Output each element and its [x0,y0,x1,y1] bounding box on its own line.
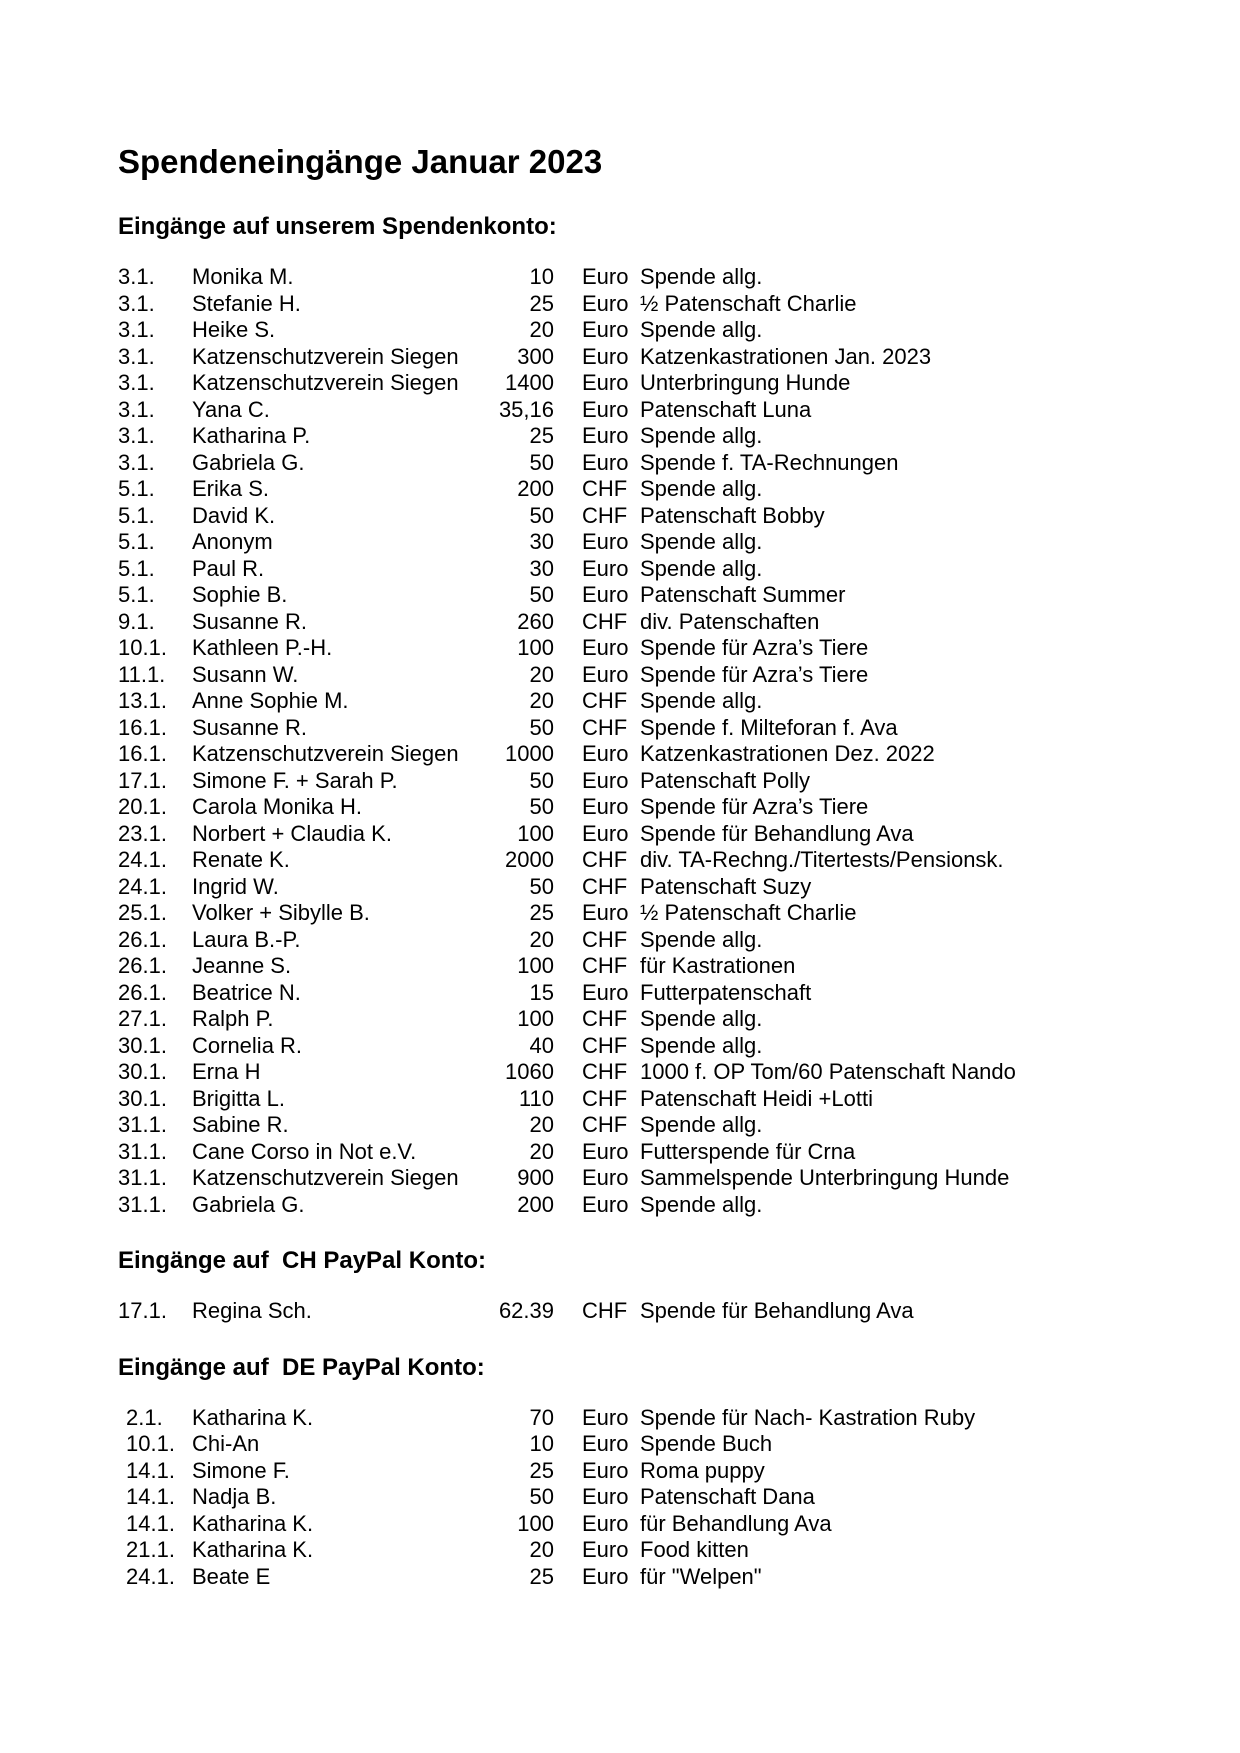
donation-date: 23.1. [118,820,167,846]
donation-row [118,344,1118,371]
donation-purpose: Patenschaft Dana [640,1484,815,1509]
donation-currency: Euro [582,1563,629,1589]
donor-name: Kathleen P.-H. [192,635,333,660]
donation-amount: 50 [529,449,554,475]
donation-purpose: Spende für Nach- Kastration Ruby [640,1404,976,1430]
donation-purpose: Spende allg. [640,555,763,581]
donation-date: 3.1. [118,370,155,395]
donation-amount: 50 [529,1484,554,1509]
donation-purpose: Roma puppy [640,1457,765,1483]
donation-row [118,741,1118,768]
donation-purpose: Patenschaft Bobby [640,502,825,528]
donation-purpose: für "Welpen" [640,1563,762,1589]
donation-row [118,688,1118,715]
section-de-paypal [118,1351,1118,1591]
donation-amount: 40 [529,1032,554,1058]
donation-row [118,397,1118,424]
donation-amount: 50 [529,714,554,740]
donation-currency: CHF [582,926,628,952]
section-ch-paypal [118,1244,1118,1325]
donation-row [118,1405,1118,1432]
donation-date: 13.1. [118,688,167,713]
donation-row [118,556,1118,583]
donation-currency: CHF [582,953,628,978]
donation-amount: 300 [517,343,554,369]
donation-purpose: Spende allg. [640,476,763,501]
donation-row [118,370,1118,397]
donation-date: 11.1. [118,661,166,687]
donation-amount: 50 [529,794,554,819]
donation-currency: Euro [582,1165,629,1190]
donation-row [118,662,1118,689]
donation-amount: 50 [529,873,554,899]
donation-date: 26.1. [118,953,167,978]
donor-name: Nadja B. [192,1484,277,1509]
section-heading: Eingänge auf CH PayPal Konto: [118,1247,487,1274]
donor-name: Cane Corso in Not e.V. [192,1138,417,1164]
donation-row [118,1537,1118,1564]
donation-row [118,476,1118,503]
donation-purpose: Patenschaft Summer [640,582,846,607]
donation-amount: 50 [529,582,554,607]
donation-currency: Euro [582,343,629,369]
donation-date: 17.1. [118,767,167,793]
donation-row [118,1139,1118,1166]
donation-row [118,1298,1118,1325]
donation-date: 31.1. [118,1191,167,1217]
donation-date: 30.1. [118,1059,167,1084]
donation-currency: Euro [582,1138,629,1164]
donation-amount: 25 [529,900,554,925]
donation-currency: CHF [582,714,628,740]
donation-date: 3.1. [118,423,155,448]
donation-purpose: Futterpatenschaft [640,979,812,1005]
donation-purpose: Food kitten [640,1537,749,1562]
donor-name: Susanne R. [192,608,307,634]
donation-currency: Euro [582,820,629,846]
donation-currency: Euro [582,555,629,581]
donation-row [118,874,1118,901]
donor-name: Gabriela G. [192,1191,305,1217]
donation-purpose: Katzenkastrationen Dez. 2022 [640,741,935,766]
donation-date: 5.1. [118,502,155,528]
donor-name: Jeanne S. [192,953,292,978]
donation-amount: 20 [529,317,554,342]
donation-purpose: Spende allg. [640,529,763,554]
donation-list [118,264,1118,1218]
donor-name: Carola Monika H. [192,794,362,819]
donation-date: 30.1. [118,1085,167,1111]
donation-date: 31.1. [118,1112,167,1137]
donor-name: Anne Sophie M. [192,688,349,713]
donation-row [118,450,1118,477]
page-title: Spendeneingänge Januar 2023 [118,143,603,180]
donation-amount: 110 [518,1085,554,1111]
section-spendenkonto [118,210,1118,1218]
donation-currency: Euro [582,661,629,687]
donation-date: 27.1. [118,1006,167,1031]
donor-name: Volker + Sibylle B. [192,900,370,925]
donation-currency: CHF [582,1032,628,1058]
donation-purpose: Spende f. TA-Rechnungen [640,449,899,475]
donor-name: Brigitta L. [192,1085,285,1111]
donation-purpose: div. TA-Rechng./Titertests/Pensionsk. [640,847,1004,872]
donation-row [118,264,1118,291]
donation-amount: 200 [517,476,554,501]
donor-name: Anonym [192,529,273,554]
donation-purpose: Sammelspende Unterbringung Hunde [640,1165,1010,1190]
donation-purpose: Patenschaft Luna [640,396,812,422]
donation-currency: CHF [582,688,628,713]
donation-amount: 20 [529,1537,554,1562]
donation-row [118,980,1118,1007]
donation-amount: 1060 [505,1059,554,1084]
donation-purpose: Spende für Azra’s Tiere [640,661,869,687]
donation-amount: 10 [529,264,554,289]
donation-purpose: Spende für Behandlung Ava [640,1298,914,1323]
donation-amount: 25 [529,290,554,316]
donation-amount: 62.39 [498,1298,554,1323]
donation-purpose: Spende allg. [640,264,763,289]
donation-currency: CHF [582,847,628,872]
donation-currency: Euro [582,449,629,475]
section-heading: Eingänge auf DE PayPal Konto: [118,1353,485,1381]
donation-date: 31.1. [118,1138,167,1164]
donation-row [118,1033,1118,1060]
donation-date: 24.1. [118,873,167,899]
donor-name: Renate K. [192,847,290,872]
donation-purpose: Spende allg. [640,317,763,342]
donation-date: 3.1. [118,317,155,342]
donation-row [118,927,1118,954]
donation-date: 3.1. [118,449,155,475]
donation-currency: Euro [582,1431,629,1456]
donation-currency: Euro [582,1191,629,1217]
donation-purpose: Katzenkastrationen Jan. 2023 [640,343,932,369]
donation-amount: 20 [529,1138,554,1164]
donation-purpose: Spende f. Milteforan f. Ava [640,714,898,740]
donation-row [118,609,1118,636]
donation-row [118,1484,1118,1511]
donation-purpose: Spende allg. [640,1191,763,1217]
donation-row [118,1006,1118,1033]
donation-currency: Euro [582,396,629,422]
donation-amount: 30 [529,555,554,581]
donation-amount: 25 [529,1457,554,1483]
donation-purpose: Futterspende für Crna [640,1138,856,1164]
donation-currency: Euro [582,1457,629,1483]
donation-currency: CHF [582,608,628,634]
donor-name: Katzenschutzverein Siegen [192,343,459,369]
donation-amount: 70 [529,1404,554,1430]
donor-name: Beatrice N. [192,979,301,1005]
donor-name: Stefanie H. [192,290,301,316]
donor-name: Yana C. [192,396,270,422]
donation-row [118,317,1118,344]
donor-name: Katharina K. [192,1510,314,1536]
donor-name: Simone F. [192,1457,290,1483]
donation-amount: 260 [517,608,554,634]
donation-date: 21.1. [126,1537,175,1562]
donor-name: Beate E [192,1563,271,1589]
donation-amount: 50 [529,502,554,528]
donation-date: 14.1. [126,1457,175,1483]
donation-purpose: div. Patenschaften [640,608,820,634]
donation-purpose: Unterbringung Hunde [640,370,851,395]
donation-date: 3.1. [118,396,155,422]
donation-row [118,1192,1118,1219]
donation-currency: Euro [582,1484,629,1509]
donation-amount: 15 [529,979,554,1005]
donation-amount: 10 [529,1431,554,1456]
donor-name: Katharina K. [192,1537,314,1562]
donation-amount: 100 [517,820,554,846]
donation-date: 16.1. [118,714,167,740]
donation-date: 26.1. [118,926,167,952]
donation-amount: 20 [529,1112,554,1137]
donation-amount: 1000 [505,741,554,766]
donation-amount: 900 [517,1165,554,1190]
donation-amount: 1400 [505,370,554,395]
donation-purpose: 1000 f. OP Tom/60 Patenschaft Nando [640,1059,1016,1084]
document-page [118,140,1118,1590]
donation-date: 14.1. [126,1510,175,1536]
donation-currency: Euro [582,767,629,793]
donation-currency: Euro [582,741,629,766]
donation-currency: CHF [582,873,628,899]
donation-purpose: Spende allg. [640,926,763,952]
donation-row [118,635,1118,662]
donation-date: 5.1. [118,555,155,581]
donation-row [118,1511,1118,1538]
donation-row [118,1564,1118,1591]
donor-name: Sabine R. [192,1112,289,1137]
donation-date: 3.1. [118,343,155,369]
donor-name: Chi-An [192,1431,260,1456]
donor-name: Erika S. [192,476,270,501]
donation-currency: CHF [582,1085,628,1111]
donation-list [118,1405,1118,1591]
donation-row [118,529,1118,556]
donor-name: Monika M. [192,264,294,289]
donor-name: Heike S. [192,317,276,342]
donation-amount: 20 [529,688,554,713]
donation-currency: Euro [582,529,629,554]
donation-row [118,715,1118,742]
donation-date: 10.1. [118,635,167,660]
donation-date: 3.1. [118,264,155,289]
donation-row [118,847,1118,874]
donation-purpose: Patenschaft Polly [640,767,810,793]
donor-name: Simone F. + Sarah P. [192,767,398,793]
donation-purpose: Spende allg. [640,1006,763,1031]
donor-name: Laura B.-P. [192,926,301,952]
donation-currency: Euro [582,635,629,660]
donation-purpose: Patenschaft Heidi +Lotti [640,1085,873,1111]
donation-purpose: Spende allg. [640,688,763,713]
donation-amount: 25 [529,423,554,448]
donation-date: 16.1. [118,741,167,766]
donation-currency: Euro [582,370,629,395]
donation-date: 30.1. [118,1032,167,1058]
donation-date: 5.1. [118,529,155,554]
donor-name: Sophie B. [192,582,288,607]
donation-amount: 30 [529,529,554,554]
donation-row [118,953,1118,980]
donation-amount: 25 [529,1563,554,1589]
donation-currency: CHF [582,1112,628,1137]
donation-row [118,291,1118,318]
donation-purpose: Spende allg. [640,1112,763,1137]
donation-date: 26.1. [118,979,167,1005]
donation-date: 3.1. [118,290,155,316]
donation-date: 17.1. [118,1298,167,1323]
donation-date: 2.1. [126,1404,163,1430]
donation-currency: Euro [582,979,629,1005]
donation-amount: 20 [529,926,554,952]
donation-purpose: ½ Patenschaft Charlie [640,290,857,316]
donor-name: Cornelia R. [192,1032,303,1058]
donation-currency: CHF [582,502,628,528]
donation-date: 24.1. [126,1563,175,1589]
donor-name: Norbert + Claudia K. [192,820,392,846]
donation-row [118,1165,1118,1192]
donation-currency: Euro [582,794,629,819]
donation-date: 9.1. [118,608,155,634]
donor-name: Susann W. [192,661,299,687]
donation-purpose: Spende für Azra’s Tiere [640,794,869,819]
donation-currency: CHF [582,1059,628,1084]
donation-currency: Euro [582,423,629,448]
donation-date: 5.1. [118,476,155,501]
donation-currency: Euro [582,317,629,342]
donation-list [118,1298,1118,1325]
donation-date: 31.1. [118,1165,167,1190]
donation-amount: 100 [517,1006,554,1031]
donation-currency: CHF [582,1298,628,1323]
donation-purpose: Spende für Behandlung Ava [640,820,914,846]
donation-currency: Euro [582,900,629,925]
donor-name: Paul R. [192,555,265,581]
donation-currency: CHF [582,476,628,501]
donation-row [118,768,1118,795]
donor-name: Gabriela G. [192,449,305,475]
donation-row [118,1112,1118,1139]
donor-name: Katzenschutzverein Siegen [192,1165,459,1190]
donor-name: Katzenschutzverein Siegen [192,370,459,395]
donation-amount: 100 [517,953,554,978]
donation-currency: Euro [582,290,629,316]
donation-amount: 100 [517,1510,554,1536]
donation-amount: 2000 [505,847,554,872]
donation-row [118,1059,1118,1086]
donation-date: 25.1. [118,900,167,925]
section-heading: Eingänge auf unserem Spendenkonto: [118,213,557,240]
donation-date: 20.1. [118,794,167,819]
donation-amount: 200 [517,1191,554,1217]
donation-row [118,582,1118,609]
donation-currency: Euro [582,1404,629,1430]
donation-amount: 50 [529,767,554,793]
donation-date: 24.1. [118,847,167,872]
donation-date: 10.1. [126,1431,175,1456]
donor-name: Erna H [192,1059,261,1084]
donation-currency: Euro [582,1510,629,1536]
donor-name: David K. [192,502,276,528]
donor-name: Katzenschutzverein Siegen [192,741,459,766]
donation-row [118,794,1118,821]
donation-purpose: ½ Patenschaft Charlie [640,900,857,925]
donation-currency: Euro [582,264,629,289]
donor-name: Regina Sch. [192,1298,312,1323]
donation-purpose: Spende allg. [640,1032,763,1058]
donation-row [118,1086,1118,1113]
donor-name: Susanne R. [192,714,307,740]
donation-currency: Euro [582,1537,629,1562]
donation-row [118,1431,1118,1458]
donation-amount: 35,16 [498,396,554,422]
donation-date: 14.1. [126,1484,175,1509]
donation-row [118,821,1118,848]
donation-amount: 100 [517,635,554,660]
donation-row [118,503,1118,530]
donation-purpose: Spende Buch [640,1431,773,1456]
donation-purpose: Spende für Azra’s Tiere [640,635,869,660]
donation-purpose: Patenschaft Suzy [640,873,812,899]
donor-name: Katharina P. [192,423,311,448]
donation-currency: Euro [582,582,629,607]
donation-row [118,1458,1118,1485]
donation-currency: CHF [582,1006,628,1031]
donor-name: Ralph P. [192,1006,274,1031]
donation-purpose: für Behandlung Ava [640,1510,832,1536]
donation-row [118,423,1118,450]
donation-row [118,900,1118,927]
donation-purpose: Spende allg. [640,423,763,448]
donation-amount: 20 [529,661,554,687]
donor-name: Katharina K. [192,1404,314,1430]
donor-name: Ingrid W. [192,873,279,899]
donation-date: 5.1. [118,582,155,607]
donation-purpose: für Kastrationen [640,953,796,978]
